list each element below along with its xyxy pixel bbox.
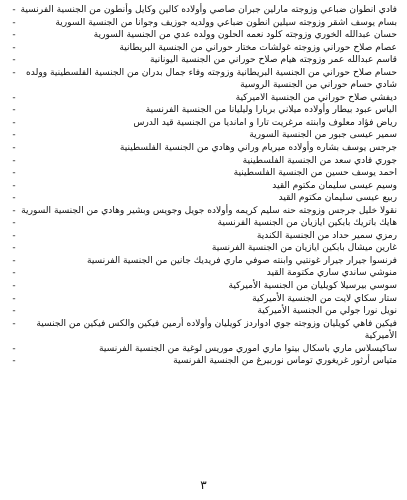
bullet-marker: - (12, 281, 16, 292)
list-item (10, 343, 397, 356)
list-item (10, 192, 397, 205)
page-number: ٣ (200, 478, 207, 492)
list-item-text: متياس أرثور غريغوري توماس نوربيرغ من الجنسية الفرنسية (173, 356, 397, 367)
bullet-marker: - (12, 130, 16, 141)
list-item (10, 205, 397, 218)
bullet-marker: - (12, 193, 16, 204)
bullet-marker: - (12, 155, 16, 166)
list-item (10, 155, 397, 168)
list-item-text: فيكين فاهي كويليان وزوجته جوي ادواردز كويليان وأولاده أرمين فيكين والكس فيكين من الجنسية الأميركية (36, 318, 397, 342)
bullet-marker: - (12, 117, 16, 128)
list-item (10, 280, 397, 293)
list-item (10, 255, 397, 268)
list-item-text: وسيم عيسى سليمان مكتوم القيد (272, 180, 397, 191)
bullet-marker: - (12, 306, 16, 317)
list-item-text: نويل نورا جولي من الجنسية الأميركية (257, 306, 397, 317)
list-item (10, 92, 397, 105)
list-item-text: جوري فادي سعد من الجنسية الفلسطينية (242, 155, 397, 166)
list-item (10, 4, 397, 17)
list-item (10, 267, 397, 280)
list-item (10, 17, 397, 30)
list-item-text: ربيع عيسى سليمان مكتوم القيد (278, 193, 397, 204)
bullet-marker: - (12, 168, 16, 179)
list-item-text: عصام صلاح حوراني وزوجته غولشات مختار حوراني من الجنسية البريطانية (119, 42, 397, 53)
list-item (10, 67, 397, 92)
list-item-text: غارين ميشال بابكين ايازيان من الجنسية الفرنسية (211, 243, 397, 254)
list-item (10, 117, 397, 130)
bullet-marker: - (12, 55, 16, 66)
list-item (10, 217, 397, 230)
bullet-marker: - (12, 293, 16, 304)
list-item-text: ستار سكاي لايت من الجنسية الأميركية (252, 293, 397, 304)
bullet-marker: - (12, 243, 16, 254)
bullet-marker: - (12, 67, 16, 78)
list-item (10, 167, 397, 180)
list-item (10, 129, 397, 142)
list-item-text: فرنسوا جيرار جيرار غونتيي وابنته صوفي ماري فريديك جانين من الجنسية الفرنسية (86, 255, 397, 266)
list-item (10, 42, 397, 55)
bullet-marker: - (12, 255, 16, 266)
list-item (10, 355, 397, 368)
list-item (10, 293, 397, 306)
list-item-text: فادي انطوان ضباعي وزوجته مارلين جبران صاصي وأولاده كالين وكايل وأنطون من الجنسية الفرنسية (20, 5, 397, 15)
list-item-text: نقولا خليل جرجس وزوجته حنه سليم كريمه وأولاده جويل وجويس وبشير وهادي من الجنسية السورية (21, 205, 397, 216)
list-item-text: رياض فؤاد معلوف وابنته مرغريت تارا و امانديا من الجنسية قيد الدرس (133, 117, 397, 128)
list-item (10, 104, 397, 117)
list-item-text: احمد يوسف حسين من الجنسية الفلسطينية (233, 168, 397, 179)
list-item (10, 305, 397, 318)
list-item-text: سوسي بيرسيلا كويليان من الجنسية الأميركية (228, 281, 397, 292)
bullet-marker: - (12, 5, 16, 15)
list-item-text: حسام صلاح حوراني من الجنسية البريطانية وزوجته وفاء جمال بدران من الجنسية الفلسطينية وولده شادي حسام حوراني من الجنسية الروسية (26, 67, 397, 91)
bullet-marker: - (12, 143, 16, 154)
list-item-text: هايك باتريك بابكين ايازيان من الجنسية الفرنسية (217, 218, 397, 229)
bullet-marker: - (12, 92, 16, 103)
bullet-marker: - (12, 230, 16, 241)
bullet-marker: - (12, 356, 16, 367)
bullet-marker: - (12, 17, 16, 28)
bullet-marker: - (12, 268, 16, 279)
bullet-marker: - (12, 105, 16, 116)
list-item (10, 142, 397, 155)
bullet-marker: - (12, 318, 16, 329)
list-item-text: ديفشي صلاح حوراني من الجنسية الاميركية (235, 92, 397, 103)
list-item (10, 230, 397, 243)
list-item-text: بسام يوسف اشقر وزوجته سيلين انطون ضباعي وولديه جوزيف وجوانا من الجنسية السورية (55, 17, 397, 28)
bullet-marker: - (12, 42, 16, 53)
list-item-text: جرجس يوسف بشاره وأولاده ميريام وراني وهادي من الجنسية الفلسطينية (119, 143, 397, 154)
names-list (10, 4, 397, 368)
list-item (10, 29, 397, 42)
bullet-marker: - (12, 218, 16, 229)
list-item-text: سمير عيسى جبور من الجنسية السورية (249, 130, 397, 141)
bullet-marker: - (12, 30, 16, 41)
bullet-marker: - (12, 343, 16, 354)
list-item (10, 180, 397, 193)
bullet-marker: - (12, 205, 16, 216)
list-item-text: الياس عبود بيطار وأولاده ميلاني بربارا وليليانا من الجنسية الفرنسية (145, 105, 397, 116)
list-item (10, 242, 397, 255)
list-item-text: ساكيسلاس ماري باسكال بيتوا ماري اموري موريس لوغية من الجنسية الفرنسية (98, 343, 397, 354)
bullet-marker: - (12, 180, 16, 191)
list-item (10, 318, 397, 343)
list-item-text: منوشي ساندي ساري مكتومة القيد (266, 268, 397, 279)
list-item-text: حسان عبدالله الخوري وزوجته كلود نعمه الحلون وولده عدي من الجنسية السورية (93, 30, 397, 41)
list-item-text: قاسم عبدالله عمر وزوجته هيام صلاح حوراني من الجنسية اليونانية (150, 55, 397, 66)
list-item-text: رمزي سمير حداد من الجنسية الكندية (256, 230, 397, 241)
list-item (10, 54, 397, 67)
